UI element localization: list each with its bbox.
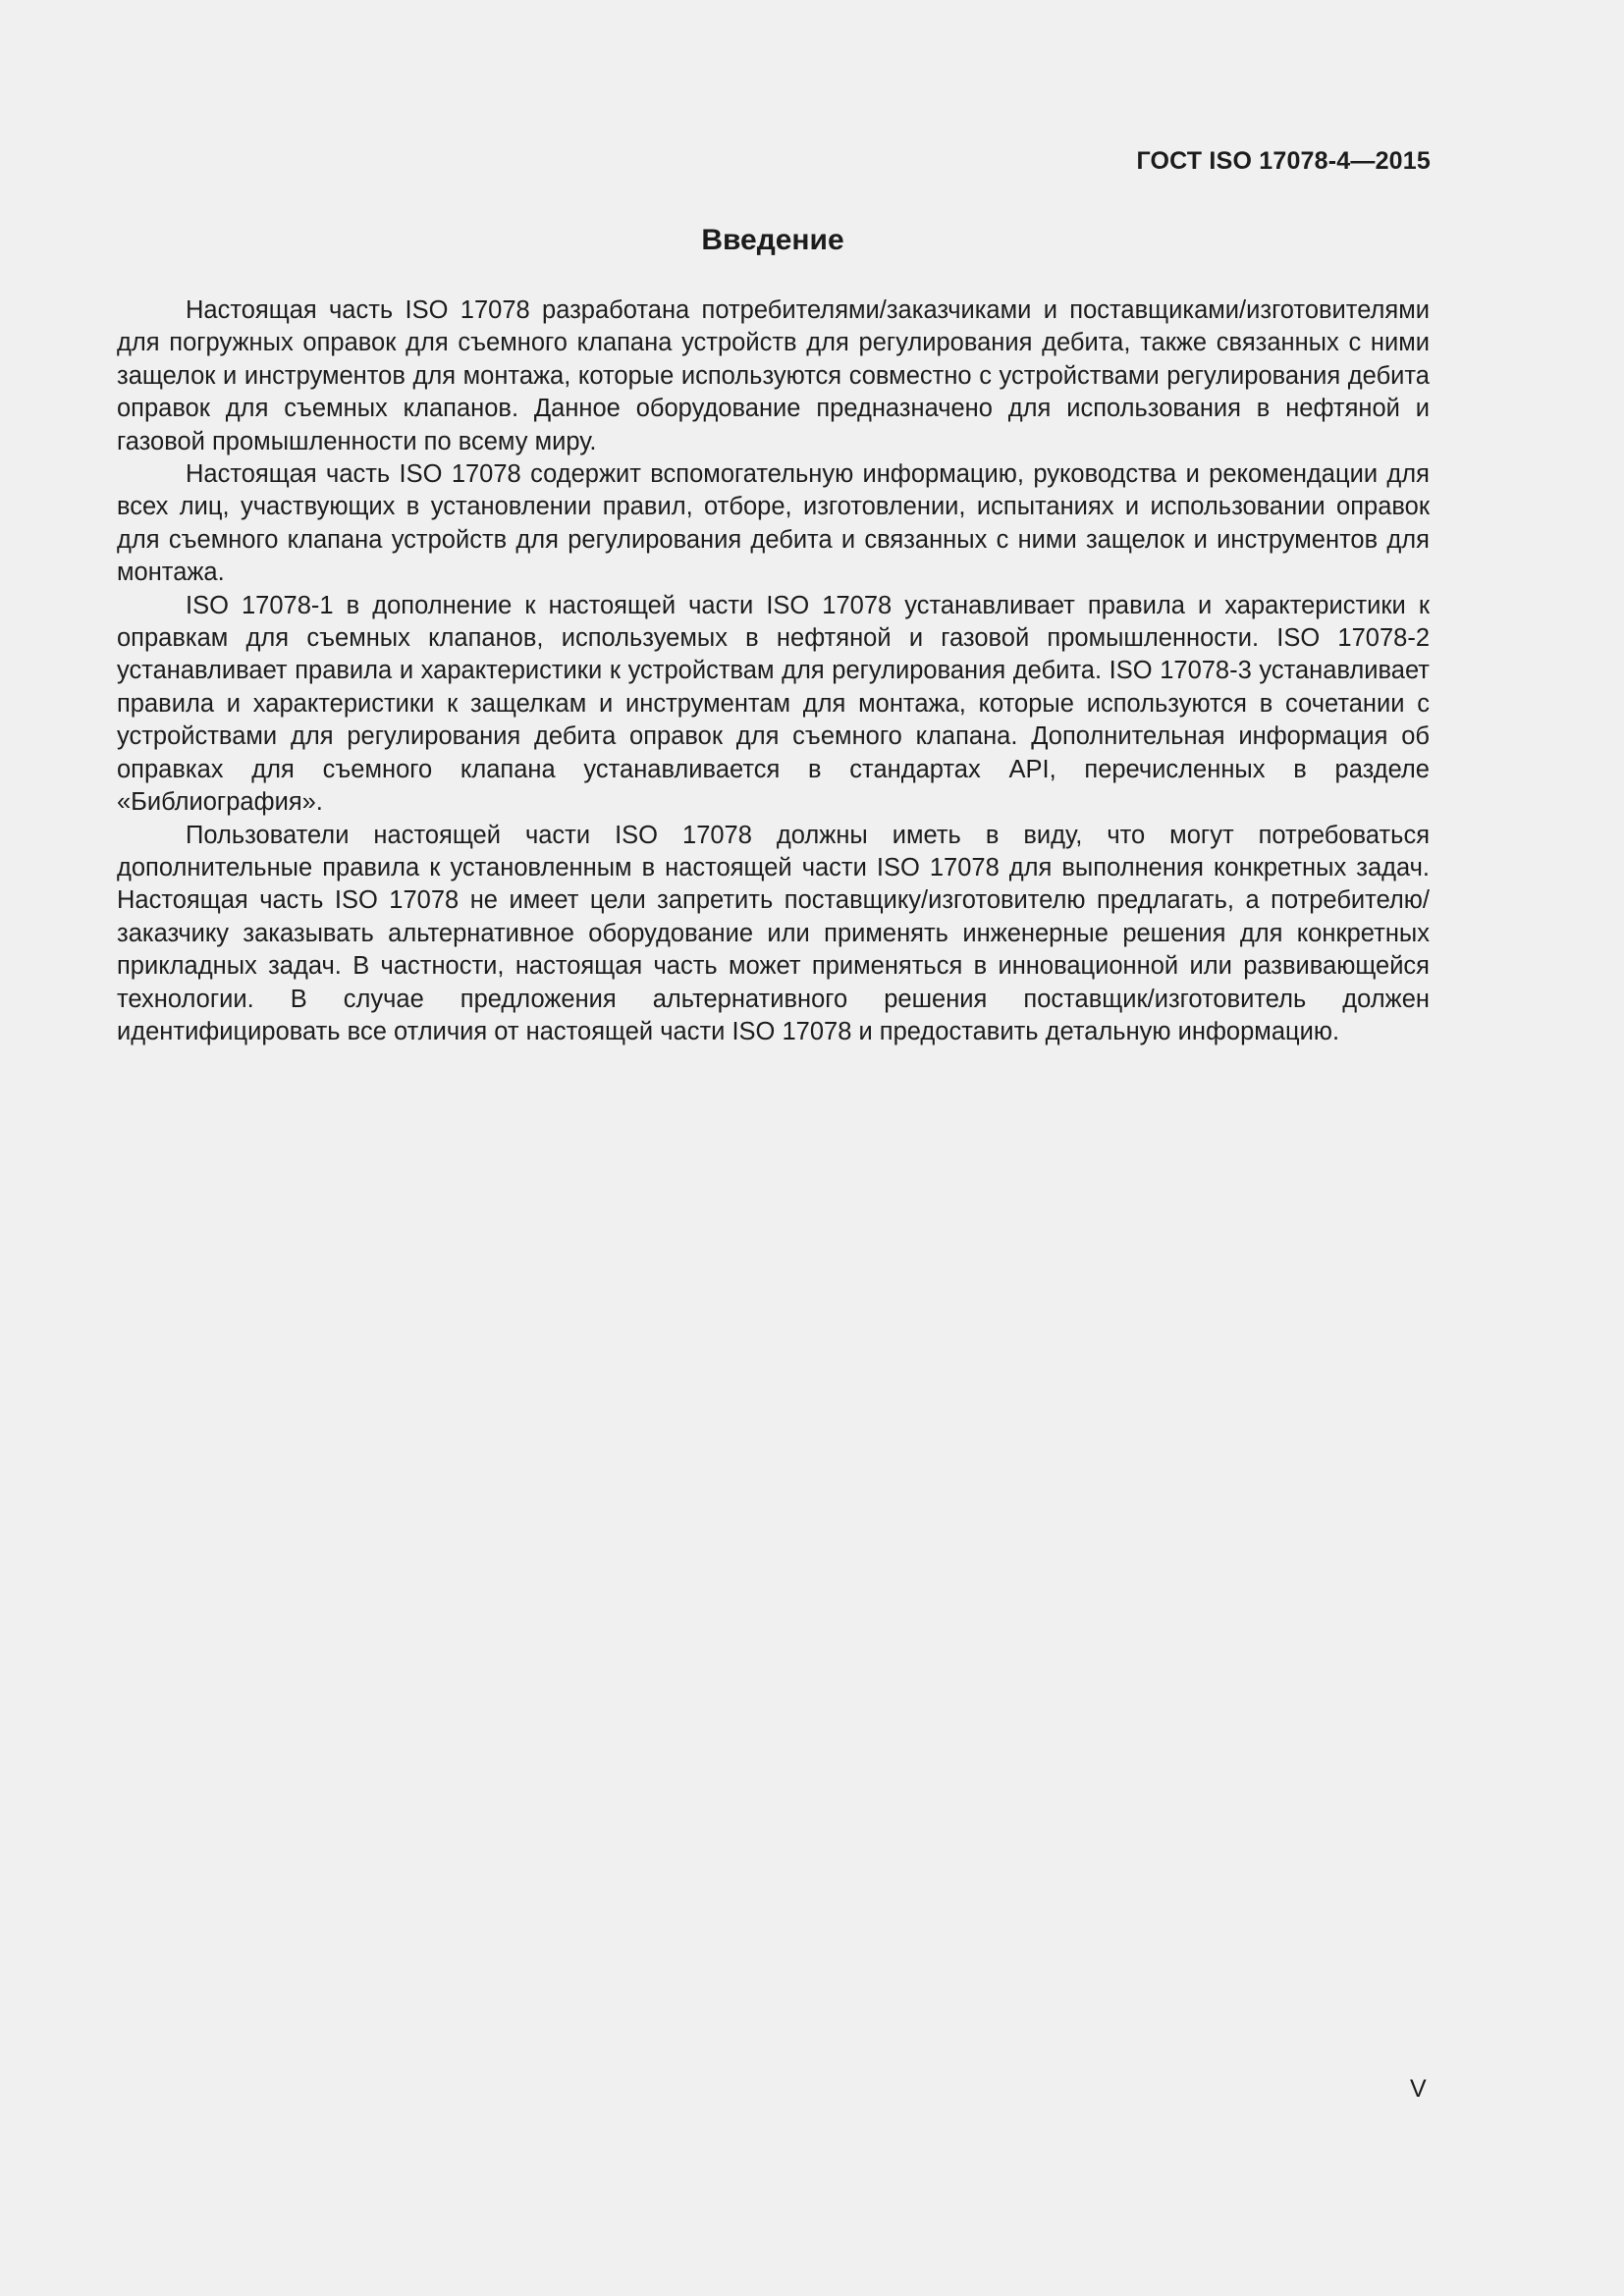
paragraph: ISO 17078-1 в дополнение к настоящей части ISO 17078 устанавливает правила и характеристики к оправкам для съемных клапанов, используемых в нефтяной и газовой промышленности. ISO 17078-2 устанавливает правила и характеристики к устройствам для регулирования дебита. ISO 17078-3 устанавливает правила и характеристики к защелкам и инструментам для монтажа, которые используются в сочетании с устройствами для регулирования дебита оправок для съемного клапана. Дополнительная информация об оправках для съемного клапана устанавливается в стандартах API, перечисленных в разделе «Библиография». xyxy=(117,591,1430,817)
page-number: V xyxy=(1410,2075,1427,2103)
paragraph: Настоящая часть ISO 17078 разработана потребителями/заказчиками и поставщиками/изготовителями для погружных оправок для съемного клапана устройств для регулирования дебита, также связанных с ними защелок и инструментов для монтажа, которые используются совместно с устройствами регулирования дебита оправок для съемных клапанов. Данное оборудование предназначено для использования в нефтяной и газовой промышленности по всему миру. xyxy=(117,296,1430,455)
section-title: Введение xyxy=(701,224,844,256)
introduction-body xyxy=(117,294,1430,1048)
paragraph: Настоящая часть ISO 17078 содержит вспомогательную информацию, руководства и рекомендации для всех лиц, участвующих в установлении правил, отборе, изготовлении, испытаниях и использовании оправок для съемного клапана устройств для регулирования дебита и связанных с ними защелок и инструментов для монтажа. xyxy=(117,460,1430,587)
paragraph: Пользователи настоящей части ISO 17078 должны иметь в виду, что могут потребоваться дополнительные правила к установленным в настоящей части ISO 17078 для выполнения конкретных задач. Настоящая часть ISO 17078 не имеет цели запретить поставщику/изготовителю предлагать, а потребителю/заказчику заказывать альтернативное оборудование или применять инженерные решения для конкретных прикладных задач. В частности, настоящая часть может применяться в инновационной или развивающейся технологии. В случае предложения альтернативного решения поставщик/изготовитель должен идентифицировать все отличия от настоящей части ISO 17078 и предоставить детальную информацию. xyxy=(117,821,1430,1045)
document-code-header: ГОСТ ISO 17078-4—2015 xyxy=(1136,147,1431,175)
